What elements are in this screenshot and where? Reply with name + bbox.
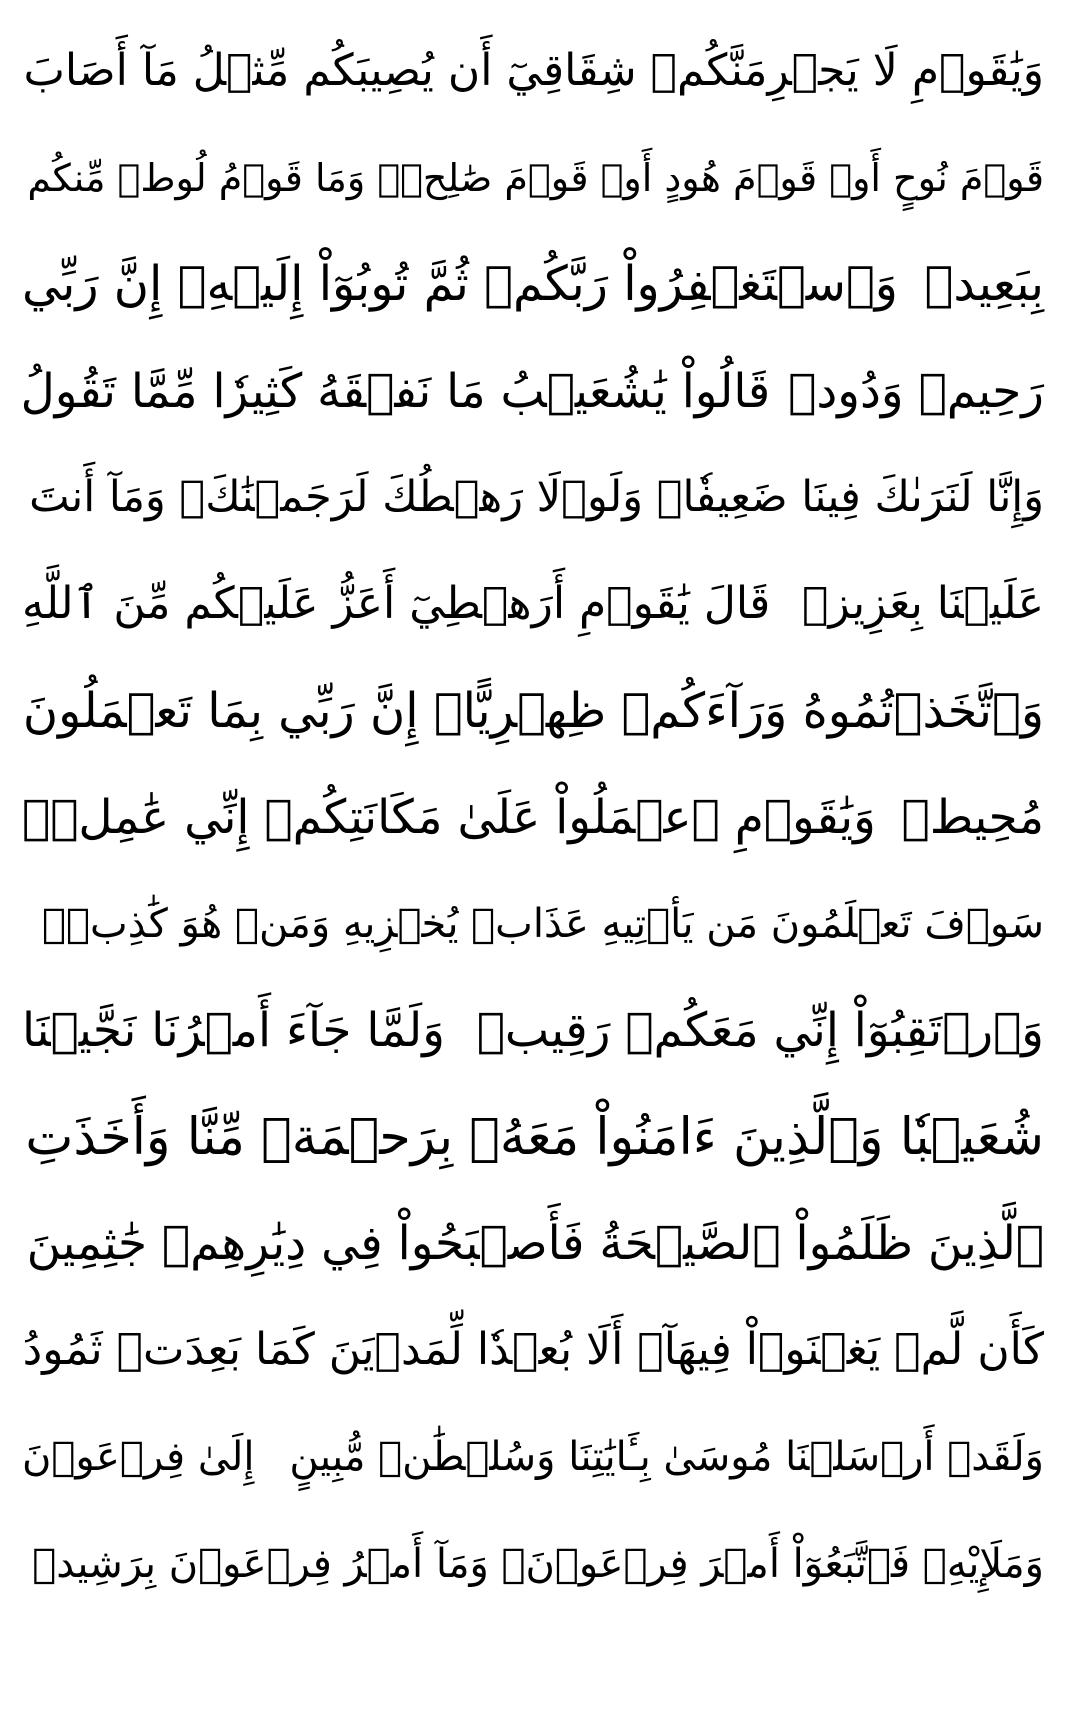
- verse-text: إِلَىٰ فِرۡعَوۡنَ: [22, 1434, 255, 1481]
- verse-text: بِبَعِيدٖ: [924, 256, 1044, 313]
- text-line: [22, 977, 1044, 1084]
- verse-text: قَوۡمَ نُوحٍ أَوۡ قَوۡمَ هُودٍ أَوۡ قَوۡمَ صَٰلِحٖۚ وَمَا قَوۡمُ لُوطٖ مِّنكُم: [27, 155, 1044, 200]
- verse-text: ٱلَّذِينَ ظَلَمُواْ ٱلصَّيۡحَةُ فَأَصۡبَحُواْ فِي دِيَٰرِهِمۡ جَٰثِمِينَ: [26, 1216, 1044, 1272]
- verse-text: عَلَيۡنَا بِعَزِيزٖ: [802, 578, 1044, 630]
- verse-text: شُعَيۡبٗا وَٱلَّذِينَ ءَامَنُواْ مَعَهُۥ بِرَحۡمَةٖ مِّنَّا وَأَخَذَتِ: [25, 1107, 1044, 1167]
- verse-text: وَإِنَّا لَنَرَىٰكَ فِينَا ضَعِيفٗاۖ وَلَوۡلَا رَهۡطُكَ لَرَجَمۡنَٰكَۖ وَمَآ أَنتَ: [29, 472, 1044, 523]
- text-line: [22, 551, 1044, 658]
- text-line: [22, 1191, 1044, 1298]
- verse-text: وَيَٰقَوۡمِ لَا يَجۡرِمَنَّكُمۡ شِقَاقِيٓ أَن يُصِيبَكُم مِّثۡلُ مَآ أَصَابَ: [23, 45, 1044, 97]
- verse-text: وَٱرۡتَقِبُوٓاْ إِنِّي مَعَكُمۡ رَقِيبٞ: [476, 1003, 1044, 1059]
- verse-text: وَلَقَدۡ أَرۡسَلۡنَا مُوسَىٰ بِـَٔايَٰتِنَا وَسُلۡطَٰنٖ مُّبِينٍ: [289, 1434, 1044, 1481]
- text-line: [22, 18, 1044, 125]
- verse-text: وَٱتَّخَذۡتُمُوهُ وَرَآءَكُمۡ ظِهۡرِيًّاۖ إِنَّ رَبِّي بِمَا تَعۡمَلُونَ: [22, 682, 1044, 739]
- text-line: [22, 125, 1044, 232]
- verse-text: قَالَ يَٰقَوۡمِ أَرَهۡطِيٓ أَعَزُّ عَلَيۡكُم مِّنَ ٱللَّهِ: [22, 578, 771, 630]
- verse-text: قَالُواْ يَٰشُعَيۡبُ مَا نَفۡقَهُ كَثِيرٗا مِّمَّا تَقُولُ: [20, 363, 771, 419]
- verse-text: مُحِيطٞ: [901, 789, 1044, 845]
- quran-text-block: [22, 18, 1044, 1705]
- text-line: [22, 764, 1044, 871]
- text-line: [22, 1084, 1044, 1191]
- verse-text: وَيَٰقَوۡمِ ٱعۡمَلُواْ عَلَىٰ مَكَانَتِكُمۡ إِنِّي عَٰمِلٞۖ: [22, 789, 876, 845]
- text-line: [22, 1404, 1044, 1511]
- verse-text: سَوۡفَ تَعۡلَمُونَ مَن يَأۡتِيهِ عَذَابٞ يُخۡزِيهِ وَمَنۡ هُوَ كَٰذِبٞۖ: [42, 901, 1044, 948]
- verse-text: كَأَن لَّمۡ يَغۡنَوۡاْ فِيهَآۗ أَلَا بُعۡدٗا لِّمَدۡيَنَ كَمَا بَعِدَتۡ ثَمُودُ: [22, 1324, 1044, 1376]
- verse-text: رَحِيمٞ وَدُودٞ: [788, 363, 1044, 419]
- text-line: [22, 871, 1044, 978]
- text-line: [22, 231, 1044, 338]
- verse-text: وَمَلَإِيْهِۦ فَٱتَّبَعُوٓاْ أَمۡرَ فِرۡعَوۡنَۖ وَمَآ أَمۡرُ فِرۡعَوۡنَ بِرَشِيدٖ: [32, 1540, 1044, 1587]
- verse-text: وَٱسۡتَغۡفِرُواْ رَبَّكُمۡ ثُمَّ تُوبُوٓاْ إِلَيۡهِۚ إِنَّ رَبِّي: [22, 256, 898, 313]
- text-line: [22, 338, 1044, 445]
- text-line: [22, 444, 1044, 551]
- text-line: [22, 1297, 1044, 1404]
- text-line: [22, 658, 1044, 765]
- text-line: [22, 1510, 1044, 1617]
- verse-text: وَلَمَّا جَآءَ أَمۡرُنَا نَجَّيۡنَا: [22, 1003, 445, 1059]
